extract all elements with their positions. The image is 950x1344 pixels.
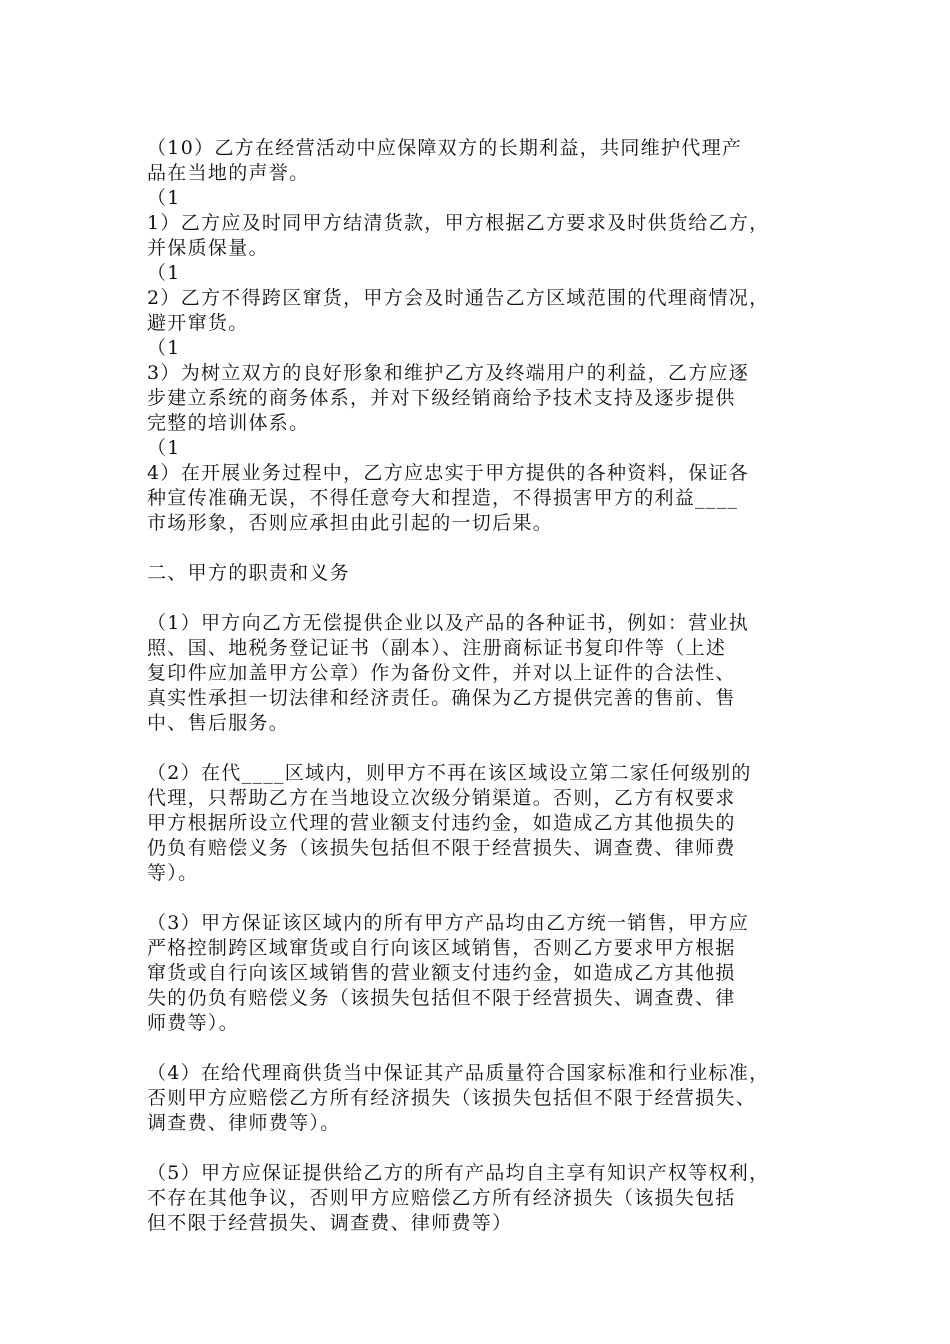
text-line: 4）在开展业务过程中，乙方应忠实于甲方提供的各种资料，保证各 [147, 462, 750, 484]
text-line: 真实性承担一切法律和经济责任。确保为乙方提供完善的售前、售 [147, 687, 736, 709]
text-line: 3）为树立双方的良好形象和维护乙方及终端用户的利益，乙方应逐 [147, 362, 750, 384]
text-line: 代理，只帮助乙方在当地设立次级分销渠道。否则，乙方有权要求 [147, 787, 736, 809]
text-line: （1）甲方向乙方无偿提供企业以及产品的各种证书，例如：营业执 [147, 612, 750, 634]
text-line: （1 [147, 437, 181, 459]
text-line: 品在当地的声誉。 [147, 162, 310, 184]
text-line: （1 [147, 187, 181, 209]
clause-paragraph [147, 1061, 819, 1136]
text-line: （10）乙方在经营活动中应保障双方的长期利益，共同维护代理产 [147, 137, 743, 159]
clause-paragraph [147, 911, 819, 1036]
text-line: （5）甲方应保证提供给乙方的所有产品均自主享有知识产权等权利， [147, 1162, 770, 1184]
text-line: 并保质保量。 [147, 237, 269, 259]
clause-paragraph [147, 261, 819, 336]
text-line: 调查费、律师费等）。 [147, 1112, 341, 1134]
text-line: 但不限于经营损失、调查费、律师费等） [147, 1212, 513, 1234]
text-line: 师费等）。 [147, 1012, 240, 1034]
text-line: 二、甲方的职责和义务 [147, 562, 351, 584]
clause-paragraph [147, 186, 819, 261]
clause-paragraph [147, 436, 819, 536]
text-line: 等）。 [147, 862, 199, 884]
clause-paragraph [147, 761, 819, 886]
section-heading [147, 561, 819, 586]
text-line: 市场形象，否则应承担由此引起的一切后果。 [147, 512, 554, 534]
text-line: 复印件应加盖甲方公章）作为备份文件，并对以上证件的合法性、 [147, 662, 736, 684]
text-line: 否则甲方应赔偿乙方所有经济损失（该损失包括但不限于经营损失、 [147, 1087, 757, 1109]
text-line: 种宣传准确无误，不得任意夸大和捏造，不得损害甲方的利益____ [147, 487, 739, 509]
text-line: （3）甲方保证该区域内的所有甲方产品均由乙方统一销售，甲方应 [147, 912, 750, 934]
text-line: 照、国、地税务登记证书（副本）、注册商标证书复印件等（上述 [147, 637, 727, 659]
text-line: 完整的培训体系。 [147, 412, 310, 434]
clause-paragraph [147, 611, 819, 736]
text-line: 2）乙方不得跨区窜货，甲方会及时通告乙方区域范围的代理商情况， [147, 287, 770, 309]
paragraph-spacer [147, 886, 819, 911]
document-body [147, 136, 819, 1236]
text-line: 窜货或自行向该区域销售的营业额支付违约金，如造成乙方其他损 [147, 962, 736, 984]
text-line: 避开窜货。 [147, 312, 249, 334]
text-line: （4）在给代理商供货当中保证其产品质量符合国家标准和行业标准， [147, 1062, 770, 1084]
text-line: （1 [147, 337, 181, 359]
text-line: 严格控制跨区域窜货或自行向该区域销售，否则乙方要求甲方根据 [147, 937, 736, 959]
paragraph-spacer [147, 536, 819, 561]
text-line: 不存在其他争议，否则甲方应赔偿乙方所有经济损失（该损失包括 [147, 1187, 736, 1209]
text-line: 中、售后服务。 [147, 712, 290, 734]
clause-paragraph [147, 1161, 819, 1236]
clause-paragraph [147, 336, 819, 436]
paragraph-spacer [147, 586, 819, 611]
paragraph-spacer [147, 1136, 819, 1161]
text-line: 失的仍负有赔偿义务（该损失包括但不限于经营损失、调查费、律 [147, 987, 736, 1009]
clause-paragraph [147, 136, 819, 186]
paragraph-spacer [147, 1036, 819, 1061]
text-line: 步建立系统的商务体系，并对下级经销商给予技术支持及逐步提供 [147, 387, 736, 409]
text-line: 甲方根据所设立代理的营业额支付违约金，如造成乙方其他损失的 [147, 812, 736, 834]
text-line: 仍负有赔偿义务（该损失包括但不限于经营损失、调查费、律师费 [147, 837, 736, 859]
text-line: （2）在代____区域内，则甲方不再在该区域设立第二家任何级别的 [147, 762, 752, 784]
text-line: 1）乙方应及时同甲方结清货款，甲方根据乙方要求及时供货给乙方， [147, 212, 770, 234]
paragraph-spacer [147, 736, 819, 761]
text-line: （1 [147, 262, 181, 284]
